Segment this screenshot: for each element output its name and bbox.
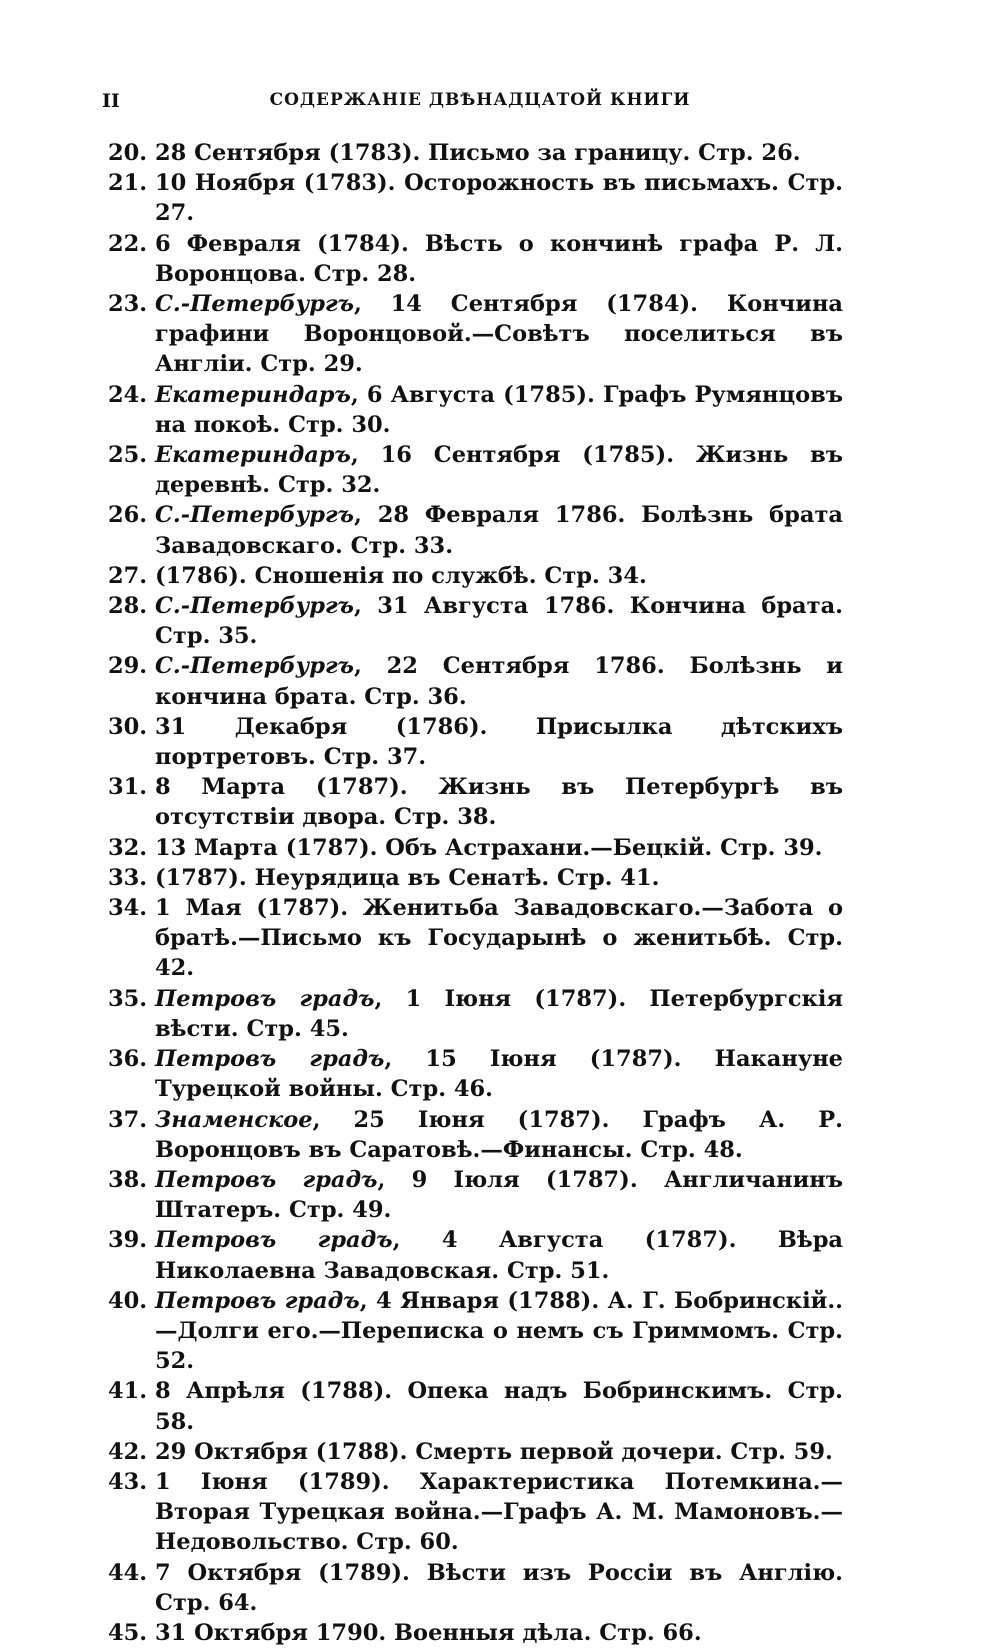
entry-number: 28. xyxy=(108,593,148,620)
entry-text: 28 Сентября (1783). Письмо за границу. Стр. 26. xyxy=(155,140,801,166)
entry-number: 35. xyxy=(108,985,148,1012)
entry-number: 33. xyxy=(108,864,148,891)
entry-place: Знаменское xyxy=(155,1106,313,1133)
toc-entry xyxy=(108,1165,843,1225)
entry-place: Петровъ градъ xyxy=(155,985,375,1012)
toc-entry xyxy=(108,651,843,711)
page-header xyxy=(100,90,860,116)
entry-number: 45. xyxy=(108,1619,148,1646)
entry-number: 29. xyxy=(108,653,148,680)
entry-text: 1 Мая (1787). Женитьба Завадовскаго.—Забота о братѣ.—Письмо къ Государынѣ о женитьбѣ. Стр. 42. xyxy=(155,895,843,982)
entry-number: 34. xyxy=(108,895,148,922)
table-of-contents xyxy=(108,138,843,1648)
entry-text: 29 Октября (1788). Смерть первой дочери. Стр. 59. xyxy=(155,1438,833,1465)
entry-number: 21. xyxy=(108,170,148,197)
toc-entry xyxy=(108,984,843,1044)
entry-number: 23. xyxy=(108,291,148,318)
entry-text: 8 Апрѣля (1788). Опека надъ Бобринскимъ. Стр. 58. xyxy=(155,1378,843,1435)
entry-number: 27. xyxy=(108,562,148,589)
entry-place: Петровъ градъ xyxy=(155,1166,378,1193)
entry-place: С.-Петербургъ xyxy=(155,653,354,680)
entry-text: , 1 Іюня (1787). Петербургскія вѣсти. Стр. 45. xyxy=(155,985,844,1042)
entry-number: 20. xyxy=(108,140,148,166)
entry-text: 13 Марта (1787). Объ Астрахани.—Бецкій. Стр. 39. xyxy=(155,834,823,861)
entry-number: 26. xyxy=(108,502,148,529)
entry-text: (1786). Сношенія по службѣ. Стр. 34. xyxy=(155,562,647,589)
toc-entry xyxy=(108,1105,843,1165)
entry-text: , 9 Іюля (1787). Англичанинъ Штатеръ. Стр. 49. xyxy=(155,1166,844,1224)
toc-entry xyxy=(108,168,843,228)
entry-place: Петровъ градъ xyxy=(155,1046,385,1073)
entry-text: 31 Октября 1790. Военныя дѣла. Стр. 66. xyxy=(155,1619,702,1646)
toc-entry xyxy=(108,561,843,591)
entry-number: 38. xyxy=(108,1166,148,1193)
entry-number: 36. xyxy=(108,1046,148,1073)
running-title: СОДЕРЖАНІЕ ДВѢНАДЦАТОЙ КНИГИ xyxy=(269,90,691,110)
entry-text: , 16 Сентября (1785). Жизнь въ деревнѣ. Стр. 32. xyxy=(155,442,843,499)
entry-place: С.-Петербургъ xyxy=(155,593,354,620)
toc-entry xyxy=(108,138,843,168)
entry-text: , 15 Іюня (1787). Накануне Турецкой войны. Стр. 46. xyxy=(155,1046,844,1103)
entry-number: 37. xyxy=(108,1106,148,1133)
entry-number: 43. xyxy=(108,1468,148,1495)
toc-entry xyxy=(108,289,843,380)
toc-entry xyxy=(108,1618,843,1648)
toc-entry xyxy=(108,229,843,289)
entry-place: С.-Петербургъ xyxy=(155,291,354,318)
entry-text: , 31 Августа 1786. Кончина брата. Стр. 35. xyxy=(155,593,843,650)
entry-text: , 25 Іюня (1787). Графъ А. Р. Воронцовъ въ Саратовѣ.—Финансы. Стр. 48. xyxy=(155,1106,843,1163)
entry-text: , 6 Августа (1785). Графъ Румянцовъ на покоѣ. Стр. 30. xyxy=(155,381,843,438)
toc-entry xyxy=(108,1286,843,1377)
entry-text: 31 Декабря (1786). Присылка дѣтскихъ портретовъ. Стр. 37. xyxy=(155,713,843,771)
toc-entry xyxy=(108,1044,843,1104)
entry-text: 7 Октября (1789). Вѣсти изъ Россіи въ Англію. Стр. 64. xyxy=(155,1559,843,1616)
entry-place: Петровъ градъ xyxy=(155,1227,393,1254)
toc-entry xyxy=(108,1376,843,1436)
toc-entry xyxy=(108,1558,843,1618)
entry-text: , 14 Сентября (1784). Кончина графини Воронцовой.—Совѣтъ поселиться въ Англіи. Стр. 29. xyxy=(155,291,843,378)
entry-text: , 22 Сентября 1786. Болѣзнь и кончина брата. Стр. 36. xyxy=(155,653,843,710)
toc-entry xyxy=(108,591,843,651)
entry-text: 10 Ноября (1783). Осторожность въ письмахъ. Стр. 27. xyxy=(155,170,843,227)
entry-text: , 4 Августа (1787). Вѣра Николаевна Завадовская. Стр. 51. xyxy=(155,1227,844,1284)
page-number: II xyxy=(102,90,120,112)
entry-number: 24. xyxy=(108,381,148,408)
entry-number: 25. xyxy=(108,442,148,469)
entry-number: 22. xyxy=(108,230,148,257)
toc-entry xyxy=(108,893,843,984)
entry-number: 32. xyxy=(108,834,148,861)
toc-entry xyxy=(108,712,843,772)
entry-number: 40. xyxy=(108,1287,148,1314)
entry-text: , 28 Февраля 1786. Болѣзнь брата Завадовскаго. Стр. 33. xyxy=(155,502,843,559)
toc-entry xyxy=(108,1467,843,1558)
entry-text: (1787). Неурядица въ Сенатѣ. Стр. 41. xyxy=(155,864,660,891)
toc-entry xyxy=(108,863,843,893)
entry-number: 42. xyxy=(108,1438,148,1465)
toc-entry xyxy=(108,1225,843,1285)
entry-text: , 4 Января (1788). А. Г. Бобринскій..—Долги его.—Переписка о немъ съ Гриммомъ. Стр. 52. xyxy=(155,1287,844,1375)
entry-text: 1 Іюня (1789). Характеристика Потемкина.—Вторая Турецкая война.—Графъ А. М. Мамоновъ.—Недовольство. Стр. 60. xyxy=(155,1468,843,1556)
entry-number: 41. xyxy=(108,1378,148,1405)
entry-number: 31. xyxy=(108,774,148,801)
entry-place: Екатериндаръ xyxy=(155,442,351,469)
toc-entry xyxy=(108,833,843,863)
toc-entry xyxy=(108,500,843,560)
entry-text: 8 Марта (1787). Жизнь въ Петербургѣ въ отсутствіи двора. Стр. 38. xyxy=(155,774,843,831)
entry-place: Екатериндаръ xyxy=(155,381,351,408)
toc-entry xyxy=(108,380,843,440)
entry-place: Петровъ градъ xyxy=(155,1287,360,1314)
toc-entry xyxy=(108,440,843,500)
entry-number: 39. xyxy=(108,1227,148,1254)
toc-entry xyxy=(108,772,843,832)
entry-number: 44. xyxy=(108,1559,148,1586)
entry-place: С.-Петербургъ xyxy=(155,502,354,529)
entry-number: 30. xyxy=(108,713,148,740)
toc-entry xyxy=(108,1437,843,1467)
entry-text: 6 Февраля (1784). Вѣсть о кончинѣ графа Р. Л. Воронцова. Стр. 28. xyxy=(155,230,843,287)
